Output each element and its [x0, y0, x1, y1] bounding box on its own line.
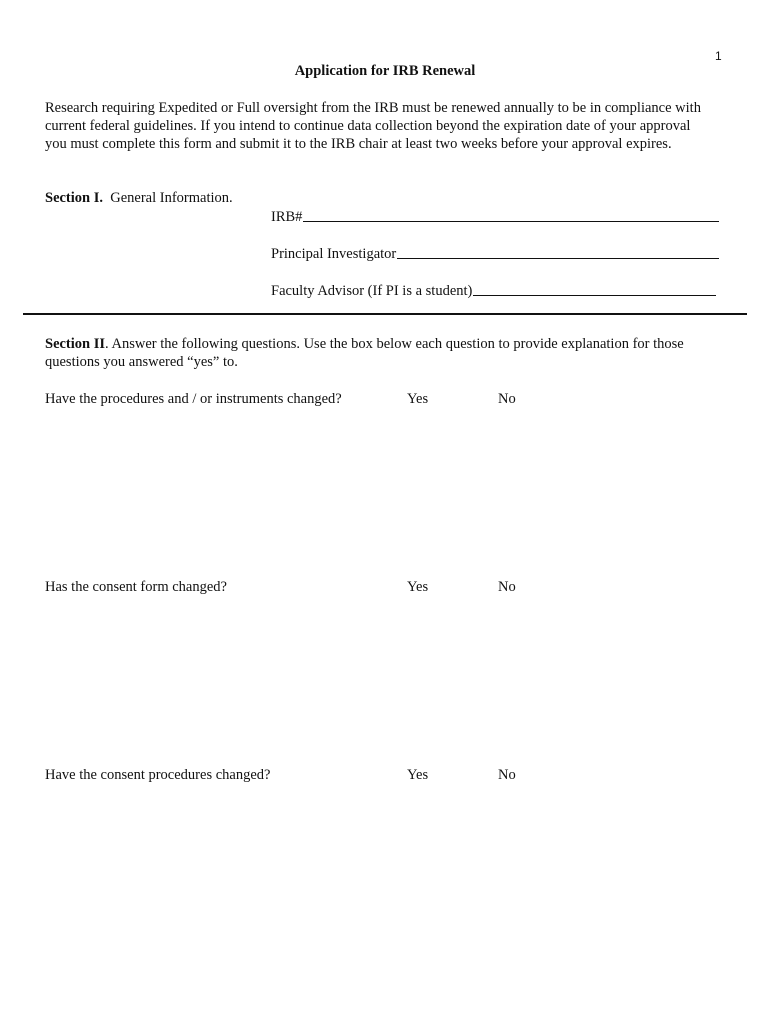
principal-investigator-label: Principal Investigator — [271, 246, 397, 262]
irb-number-label: IRB# — [271, 209, 303, 225]
question-1-no-option[interactable]: No — [498, 391, 516, 407]
question-2-no-option[interactable]: No — [498, 579, 516, 595]
section-divider — [23, 313, 747, 315]
question-consent-procedures-changed: Have the consent procedures changed? — [45, 767, 271, 783]
question-3-yes-option[interactable]: Yes — [407, 767, 429, 783]
question-1-explanation-box[interactable] — [45, 415, 725, 565]
question-3-explanation-box[interactable] — [45, 791, 725, 941]
principal-investigator-field[interactable] — [271, 243, 719, 263]
irb-number-field[interactable] — [271, 206, 719, 226]
intro-paragraph: Research requiring Expedited or Full oversight from the IRB must be renewed annually to be in compliance with current federal guidelines. If you intend to continue data collection beyond the expiration date of your approval you must complete this form and submit it to the IRB chair at least two weeks before your approval expires. — [45, 100, 701, 152]
section-one-heading — [45, 190, 233, 207]
faculty-advisor-field[interactable] — [271, 280, 716, 300]
question-1-yes-option[interactable]: Yes — [407, 391, 429, 407]
section-two-label: Section II — [45, 336, 106, 352]
section-one-label: Section I. — [45, 190, 103, 206]
principal-investigator-line[interactable] — [397, 257, 719, 259]
faculty-advisor-line[interactable] — [473, 294, 716, 296]
question-procedures-changed: Have the procedures and / or instruments changed? — [45, 391, 342, 407]
section-two-text: . Answer the following questions. Use the box below each question to provide explanation for those questions you answered “yes” to. — [45, 336, 684, 370]
question-2-explanation-box[interactable] — [45, 603, 725, 753]
question-2-yes-option[interactable]: Yes — [407, 579, 429, 595]
section-two-heading — [45, 335, 725, 371]
question-consent-form-changed: Has the consent form changed? — [45, 579, 227, 595]
question-3-no-option[interactable]: No — [498, 767, 516, 783]
faculty-advisor-label: Faculty Advisor (If PI is a student) — [271, 283, 473, 299]
irb-number-line[interactable] — [303, 220, 719, 222]
page-number: 1 — [715, 49, 722, 63]
section-one-text: General Information. — [110, 190, 233, 206]
form-title: Application for IRB Renewal — [294, 63, 476, 79]
